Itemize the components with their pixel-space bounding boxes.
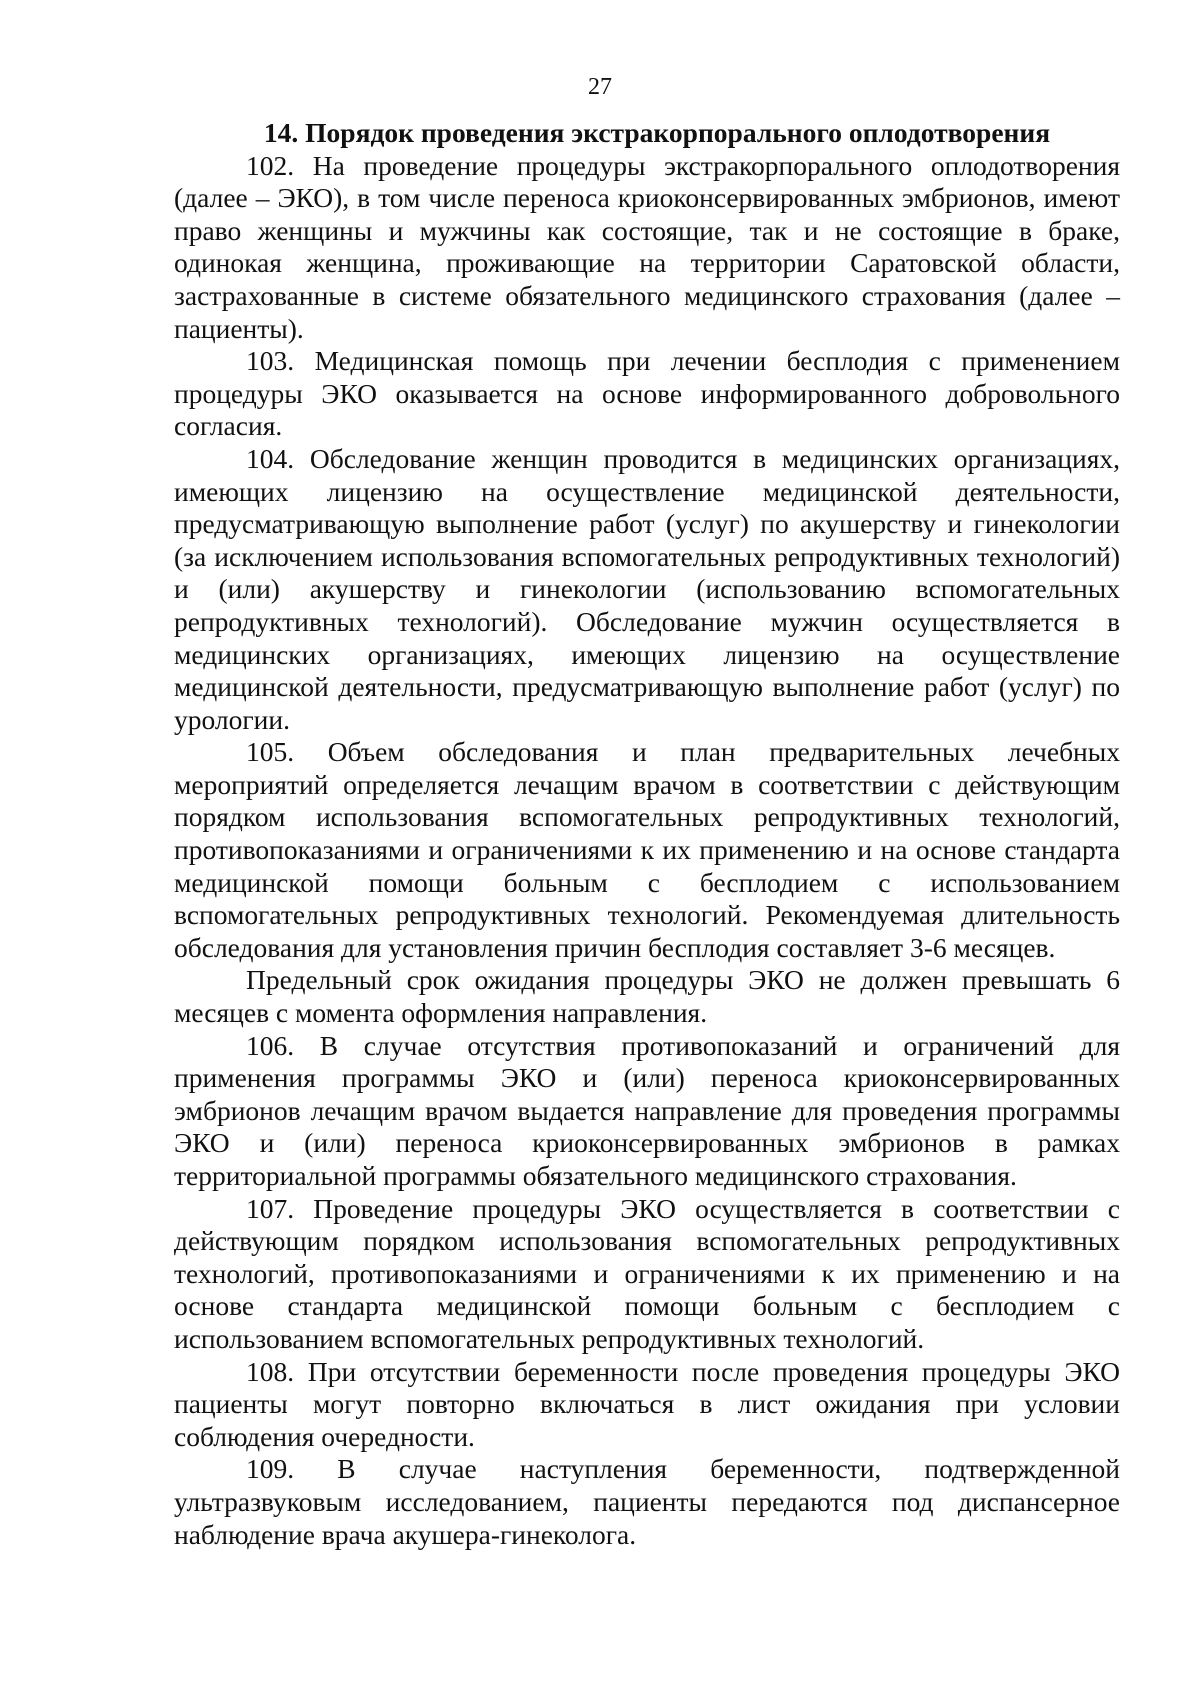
page-number: 27 <box>588 74 612 100</box>
paragraph-108: 108. При отсутствии беременности после проведения процедуры ЭКО пациенты могут повторно включаться в лист ожидания при условии соблюдения очередности. <box>174 1355 1120 1452</box>
paragraph-104: 104. Обследование женщин проводится в медицинских организациях, имеющих лицензию на осуществление медицинской деятельности, предусматривающую выполнение работ (услуг) по акушерству и гинекологии (за исключением использования вспомогательных репродуктивных технологий) и (или) акушерству и гинекологии (использованию вспомогательных репродуктивных технологий). Обследование мужчин осуществляется в медицинских организациях, имеющих лицензию на осуществление медицинской деятельности, предусматривающую выполнение работ (услуг) по урологии. <box>174 442 1120 735</box>
paragraph-102: 102. На проведение процедуры экстракорпорального оплодотворения (далее – ЭКО), в том числе переноса криоконсервированных эмбрионов, имеют право женщины и мужчины как состоящие, так и не состоящие в браке, одинокая женщина, проживающие на территории Саратовской области, застрахованные в системе обязательного медицинского страхования (далее – пациенты). <box>174 149 1120 344</box>
paragraph-waiting-period: Предельный срок ожидания процедуры ЭКО не должен превышать 6 месяцев с момента оформления направления. <box>174 964 1120 1029</box>
document-body <box>174 117 1120 1551</box>
paragraph-106: 106. В случае отсутствия противопоказаний и ограничений для применения программы ЭКО и (или) переноса криоконсервированных эмбрионов лечащим врачом выдается направление для проведения программы ЭКО и (или) переноса криоконсервированных эмбрионов в рамках территориальной программы обязательного медицинского страхования. <box>174 1029 1120 1191</box>
paragraph-109: 109. В случае наступления беременности, подтвержденной ультразвуковым исследованием, пациенты передаются под диспансерное наблюдение врача акушера-гинеколога. <box>174 1453 1120 1550</box>
paragraph-105: 105. Объем обследования и план предварительных лечебных мероприятий определяется лечащим врачом в соответствии с действующим порядком использования вспомогательных репродуктивных технологий, противопоказаниями и ограничениями к их применению и на основе стандарта медицинской помощи больным с бесплодием с использованием вспомогательных репродуктивных технологий. Рекомендуемая длительность обследования для установления причин бесплодия составляет 3-6 месяцев. <box>174 736 1120 963</box>
section-title: 14. Порядок проведения экстракорпорального оплодотворения <box>263 117 1051 148</box>
paragraph-103: 103. Медицинская помощь при лечении бесплодия с применением процедуры ЭКО оказывается на основе информированного добровольного согласия. <box>174 345 1120 442</box>
paragraph-107: 107. Проведение процедуры ЭКО осуществляется в соответствии с действующим порядком использования вспомогательных репродуктивных технологий, противопоказаниями и ограничениями к их применению и на основе стандарта медицинской помощи больным с бесплодием с использованием вспомогательных репродуктивных технологий. <box>174 1192 1120 1354</box>
